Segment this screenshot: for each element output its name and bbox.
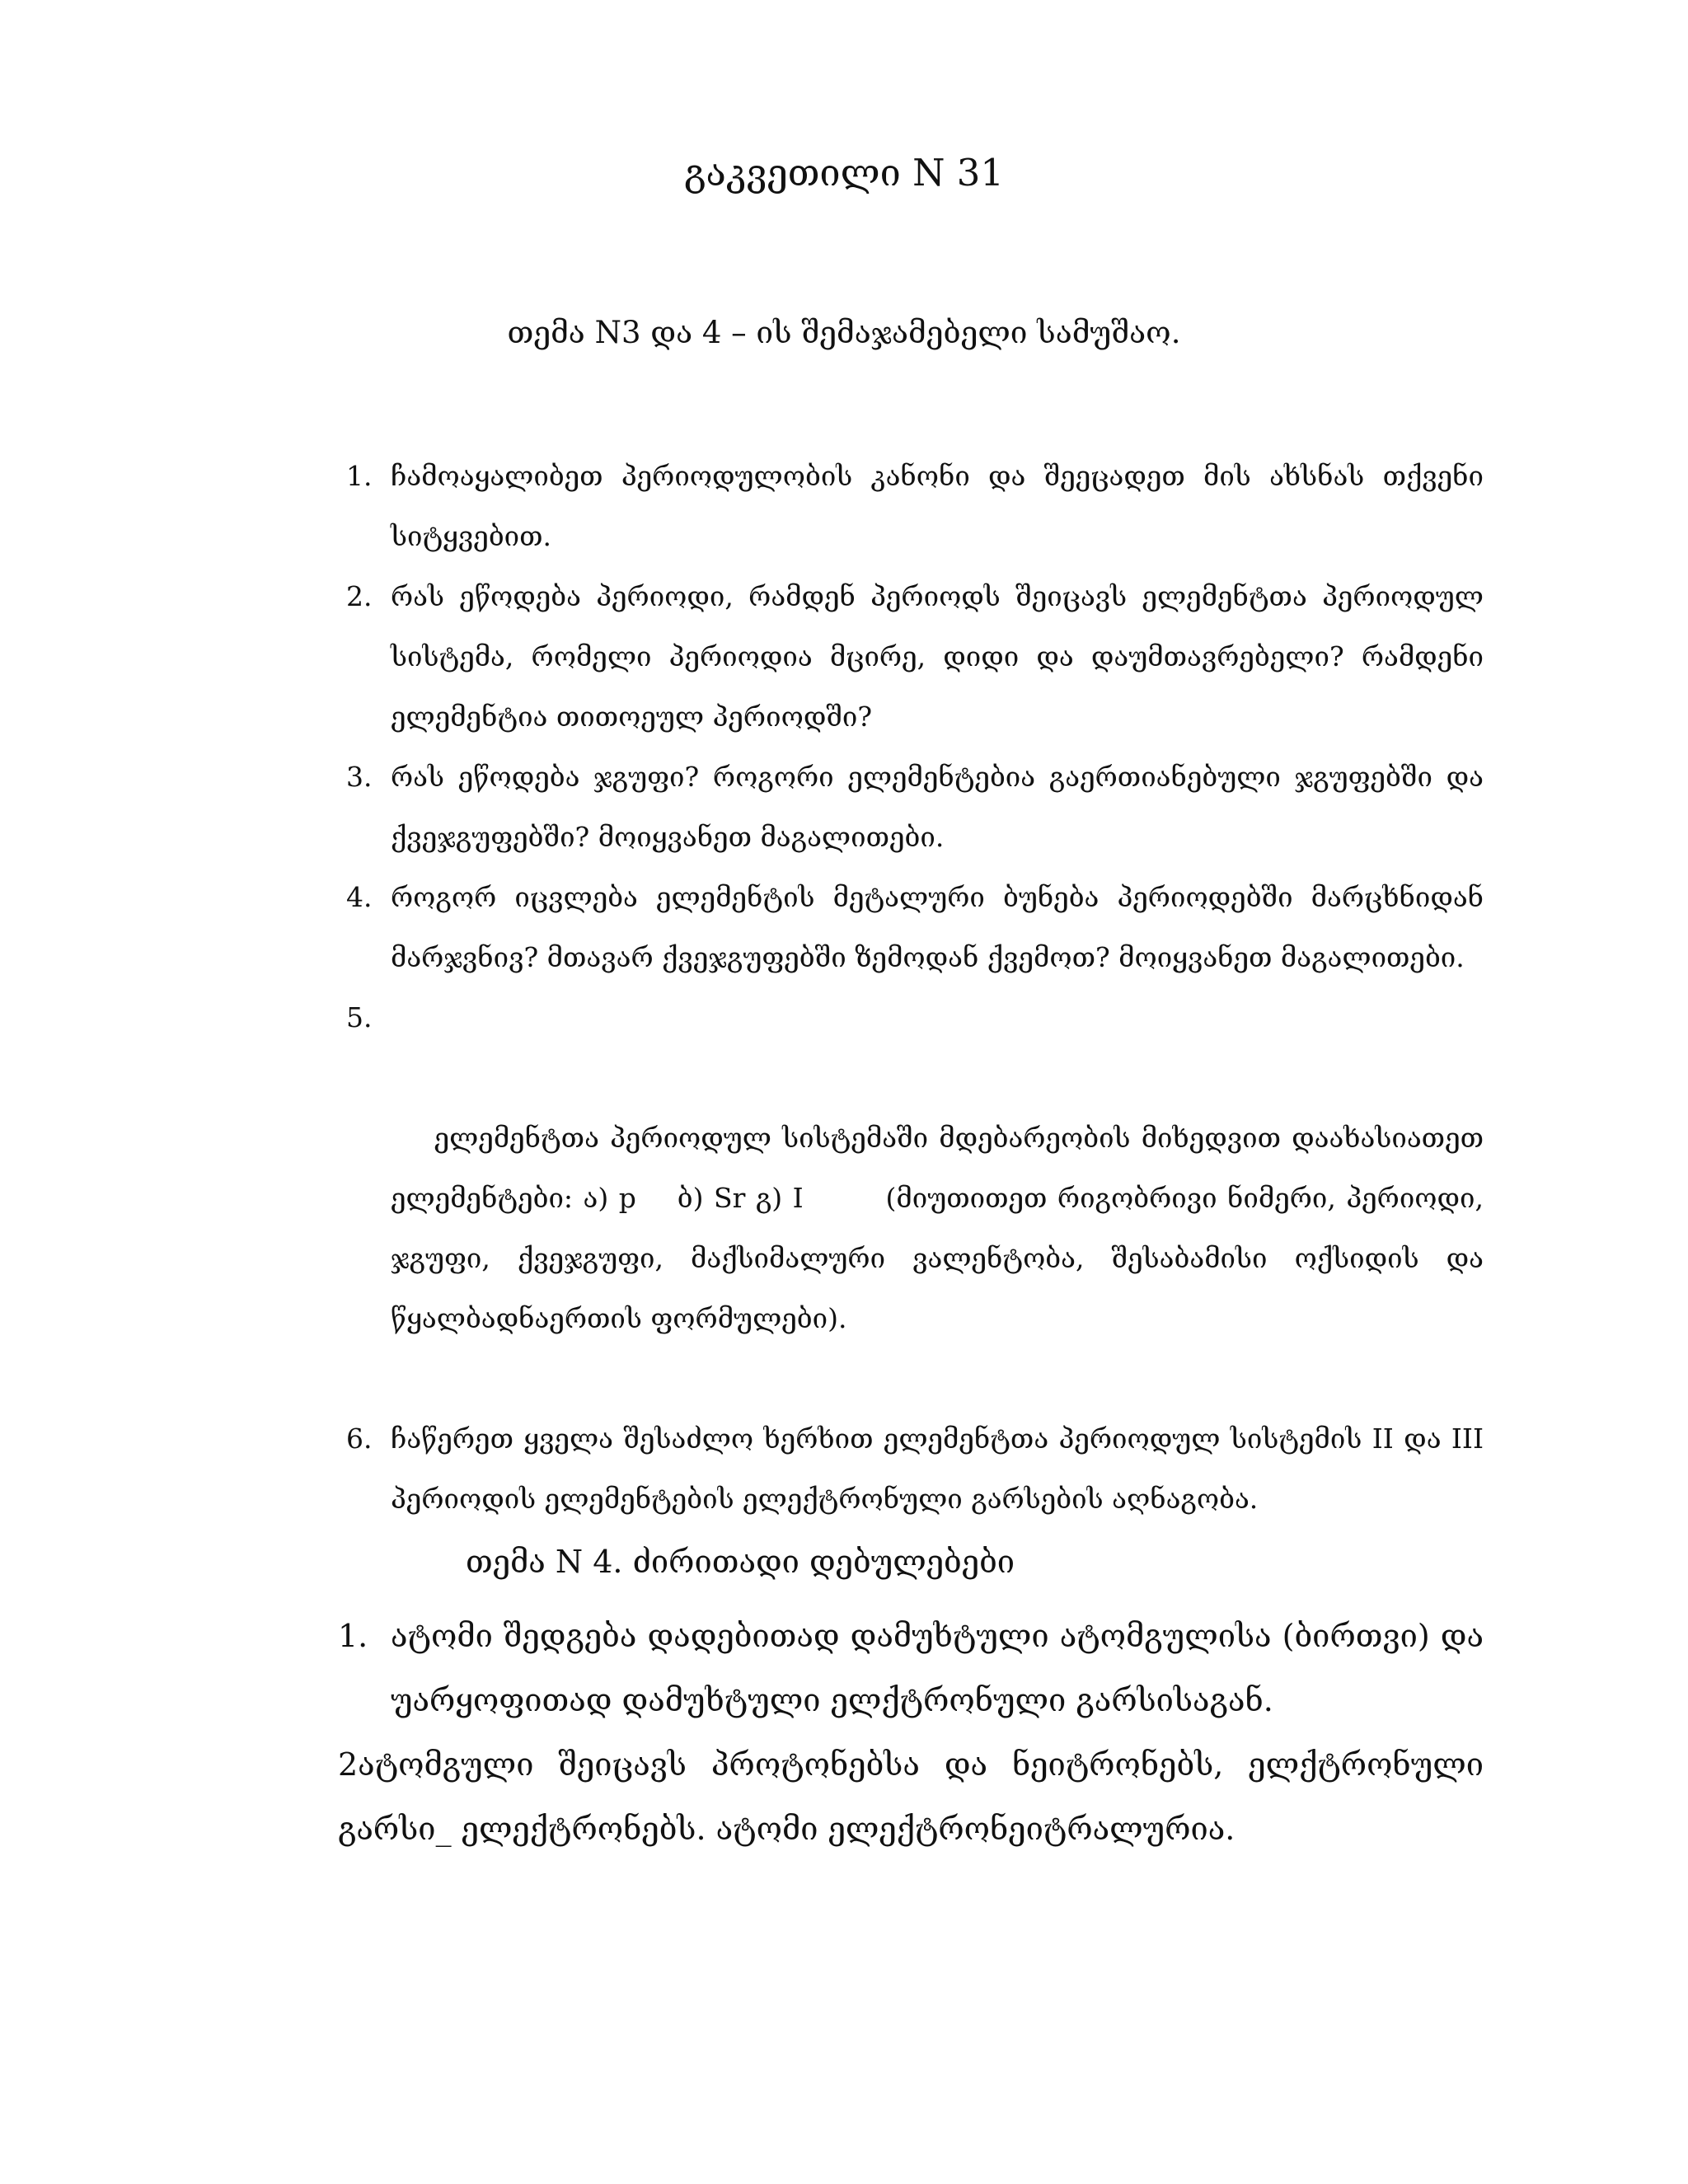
item-text: რას ეწოდება ჯგუფი? როგორი ელემენტებია გაერთიანებული ჯგუფებში და ქვეჯგუფებში? მოიყვანეთ მაგალითები. bbox=[391, 761, 1484, 853]
question-list bbox=[346, 446, 1493, 1529]
list-item bbox=[346, 446, 1484, 566]
section-title: თემა N 4. ძირითადი დებულებები bbox=[466, 1544, 1015, 1580]
item-number: 6. bbox=[346, 1422, 373, 1455]
list-item bbox=[346, 747, 1484, 867]
assessment-title: თემა N3 და 4 – ის შემაჯამებელი სამუშაო. bbox=[507, 315, 1181, 350]
paragraph-item-1 bbox=[338, 1604, 1484, 1732]
item-text: ჩამოაყალიბეთ პერიოდულობის კანონი და შეეცადეთ მის ახსნას თქვენი სიტყვებით. bbox=[391, 460, 1484, 552]
item-text: ატომი შედგება დადებითად დამუხტული ატომგულისა (ბირთვი) და უარყოფითად დამუხტული ელქტრონული გარსისაგან. bbox=[391, 1618, 1484, 1718]
paragraph-item-2: 2ატომგული შეიცავს პროტონებსა და ნეიტრონებს, ელქტრონული გარსი_ ელექტრონებს. ატომი ელექტრონეიტრალურია. bbox=[338, 1746, 1484, 1847]
list-item bbox=[346, 1408, 1484, 1529]
list-item bbox=[346, 987, 1493, 1408]
item-number: 1. bbox=[338, 1618, 368, 1654]
item-number: 1. bbox=[346, 460, 373, 492]
item-number: 5. bbox=[346, 1001, 373, 1033]
section-body bbox=[338, 1604, 1484, 1861]
item-number: 4. bbox=[346, 881, 373, 913]
item-text: როგორ იცვლება ელემენტის მეტალური ბუნება პერიოდებში მარცხნიდან მარჯვნივ? მთავარ ქვეჯგუფებში ზემოდან ქვემოთ? მოიყვანეთ მაგალითები. bbox=[391, 881, 1484, 973]
item-text: ელემენტთა პერიოდულ სისტემაში მდებარეობის მიხედვით დაახასიათეთ ელემენტები: ა) p ბ) Sr გ) I (მიუთითეთ რიგობრივი ნიმერი, პერიოდი, ჯგუფი, ქვეჯგუფი, მაქსიმალური ვალენტობა, შესაბამისი ოქსიდის და წყალბადნაერთის ფორმულები). bbox=[391, 1122, 1493, 1334]
list-item bbox=[346, 566, 1484, 747]
item-text: რას ეწოდება პერიოდი, რამდენ პერიოდს შეიცავს ელემენტთა პერიოდულ სისტემა, რომელი პერიოდია მცირე, დიდი და დაუმთავრებელი? რამდენი ელემენტია თითოეულ პერიოდში? bbox=[391, 580, 1484, 733]
item-number: 2. bbox=[346, 580, 373, 612]
page-title: გაკვეთილი N 31 bbox=[683, 151, 1005, 194]
item-text: ჩაწერეთ ყველა შესაძლო ხერხით ელემენტთა პერიოდულ სისტემის II და III პერიოდის ელემენტების ელექტრონული გარსების აღნაგობა. bbox=[391, 1422, 1484, 1515]
list-item bbox=[346, 867, 1484, 987]
item-number: 3. bbox=[346, 761, 373, 793]
